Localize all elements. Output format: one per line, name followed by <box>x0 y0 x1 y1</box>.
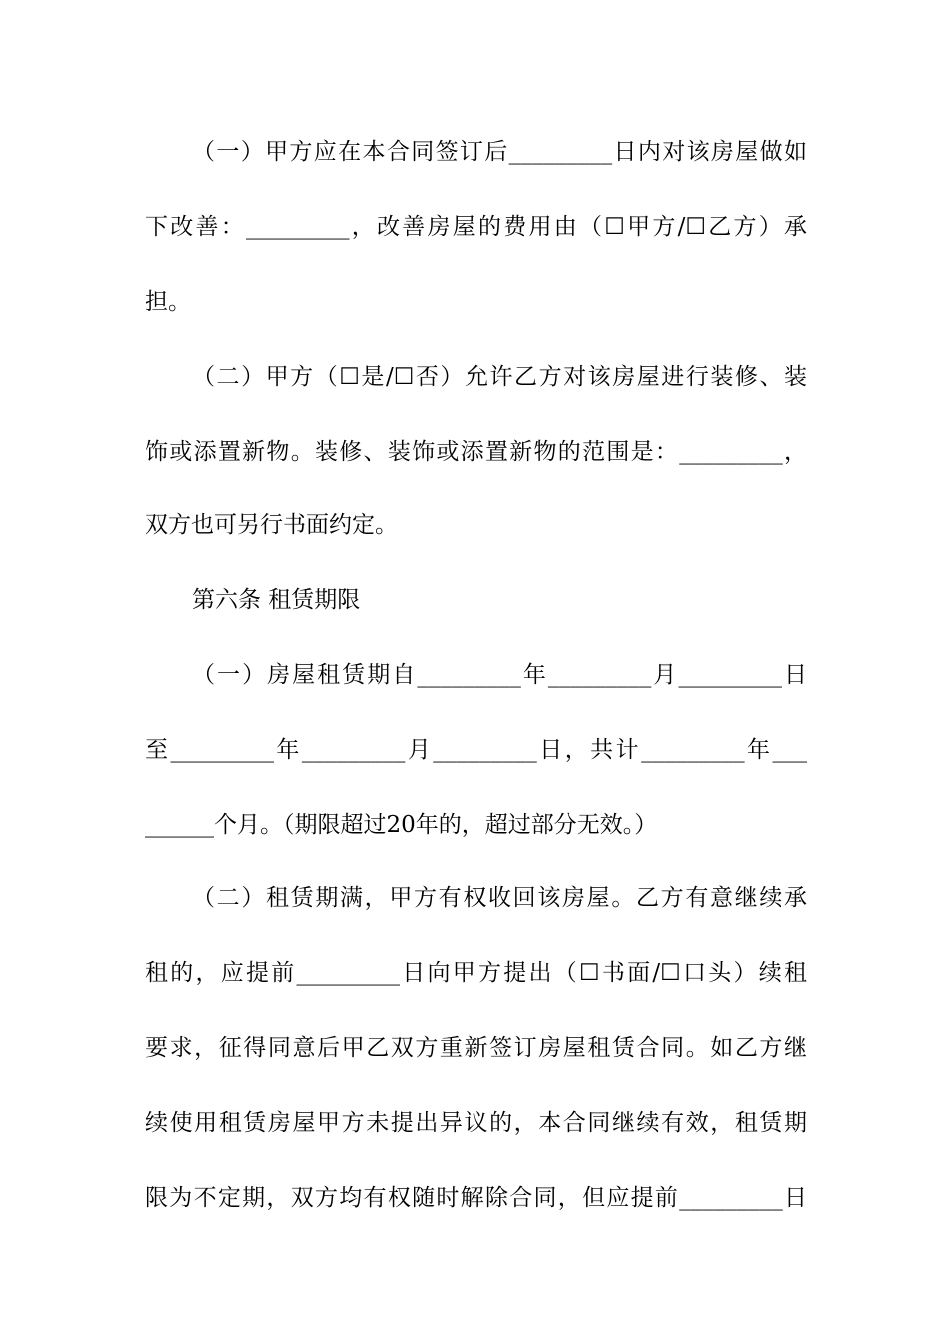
paragraph-line: 饰或添置新物。装修、装饰或添置新物的范围是：_________， <box>145 439 807 465</box>
section-heading: 第六条 租赁期限 <box>192 587 361 613</box>
paragraph-line: 租的，应提前_________日向甲方提出（☐书面/☐口头）续租 <box>145 960 807 986</box>
paragraph-line: 担。 <box>145 289 191 315</box>
paragraph-line: 续使用租赁房屋甲方未提出异议的，本合同继续有效，租赁期 <box>145 1110 807 1136</box>
paragraph-line: 下改善：_________，改善房屋的费用由（☐甲方/☐乙方）承 <box>145 214 807 240</box>
paragraph-line: 限为不定期，双方均有权随时解除合同，但应提前_________日 <box>145 1185 807 1211</box>
paragraph-line: （一）甲方应在本合同签订后_________日内对该房屋做如 <box>192 139 807 165</box>
paragraph-line: （一）房屋租赁期自_________年_________月_________日 <box>192 662 807 688</box>
paragraph-line: ______个月。（期限超过20年的，超过部分无效。） <box>145 812 658 838</box>
paragraph-line: （二）甲方（☐是/☐否）允许乙方对该房屋进行装修、装 <box>192 364 807 390</box>
paragraph-line: 要求，征得同意后甲乙双方重新签订房屋租赁合同。如乙方继 <box>145 1035 807 1061</box>
paragraph-line: 至_________年_________月_________日，共计_________年___ <box>145 737 807 763</box>
paragraph-line: 双方也可另行书面约定。 <box>145 512 398 538</box>
paragraph-line: （二）租赁期满，甲方有权收回该房屋。乙方有意继续承 <box>192 885 807 911</box>
